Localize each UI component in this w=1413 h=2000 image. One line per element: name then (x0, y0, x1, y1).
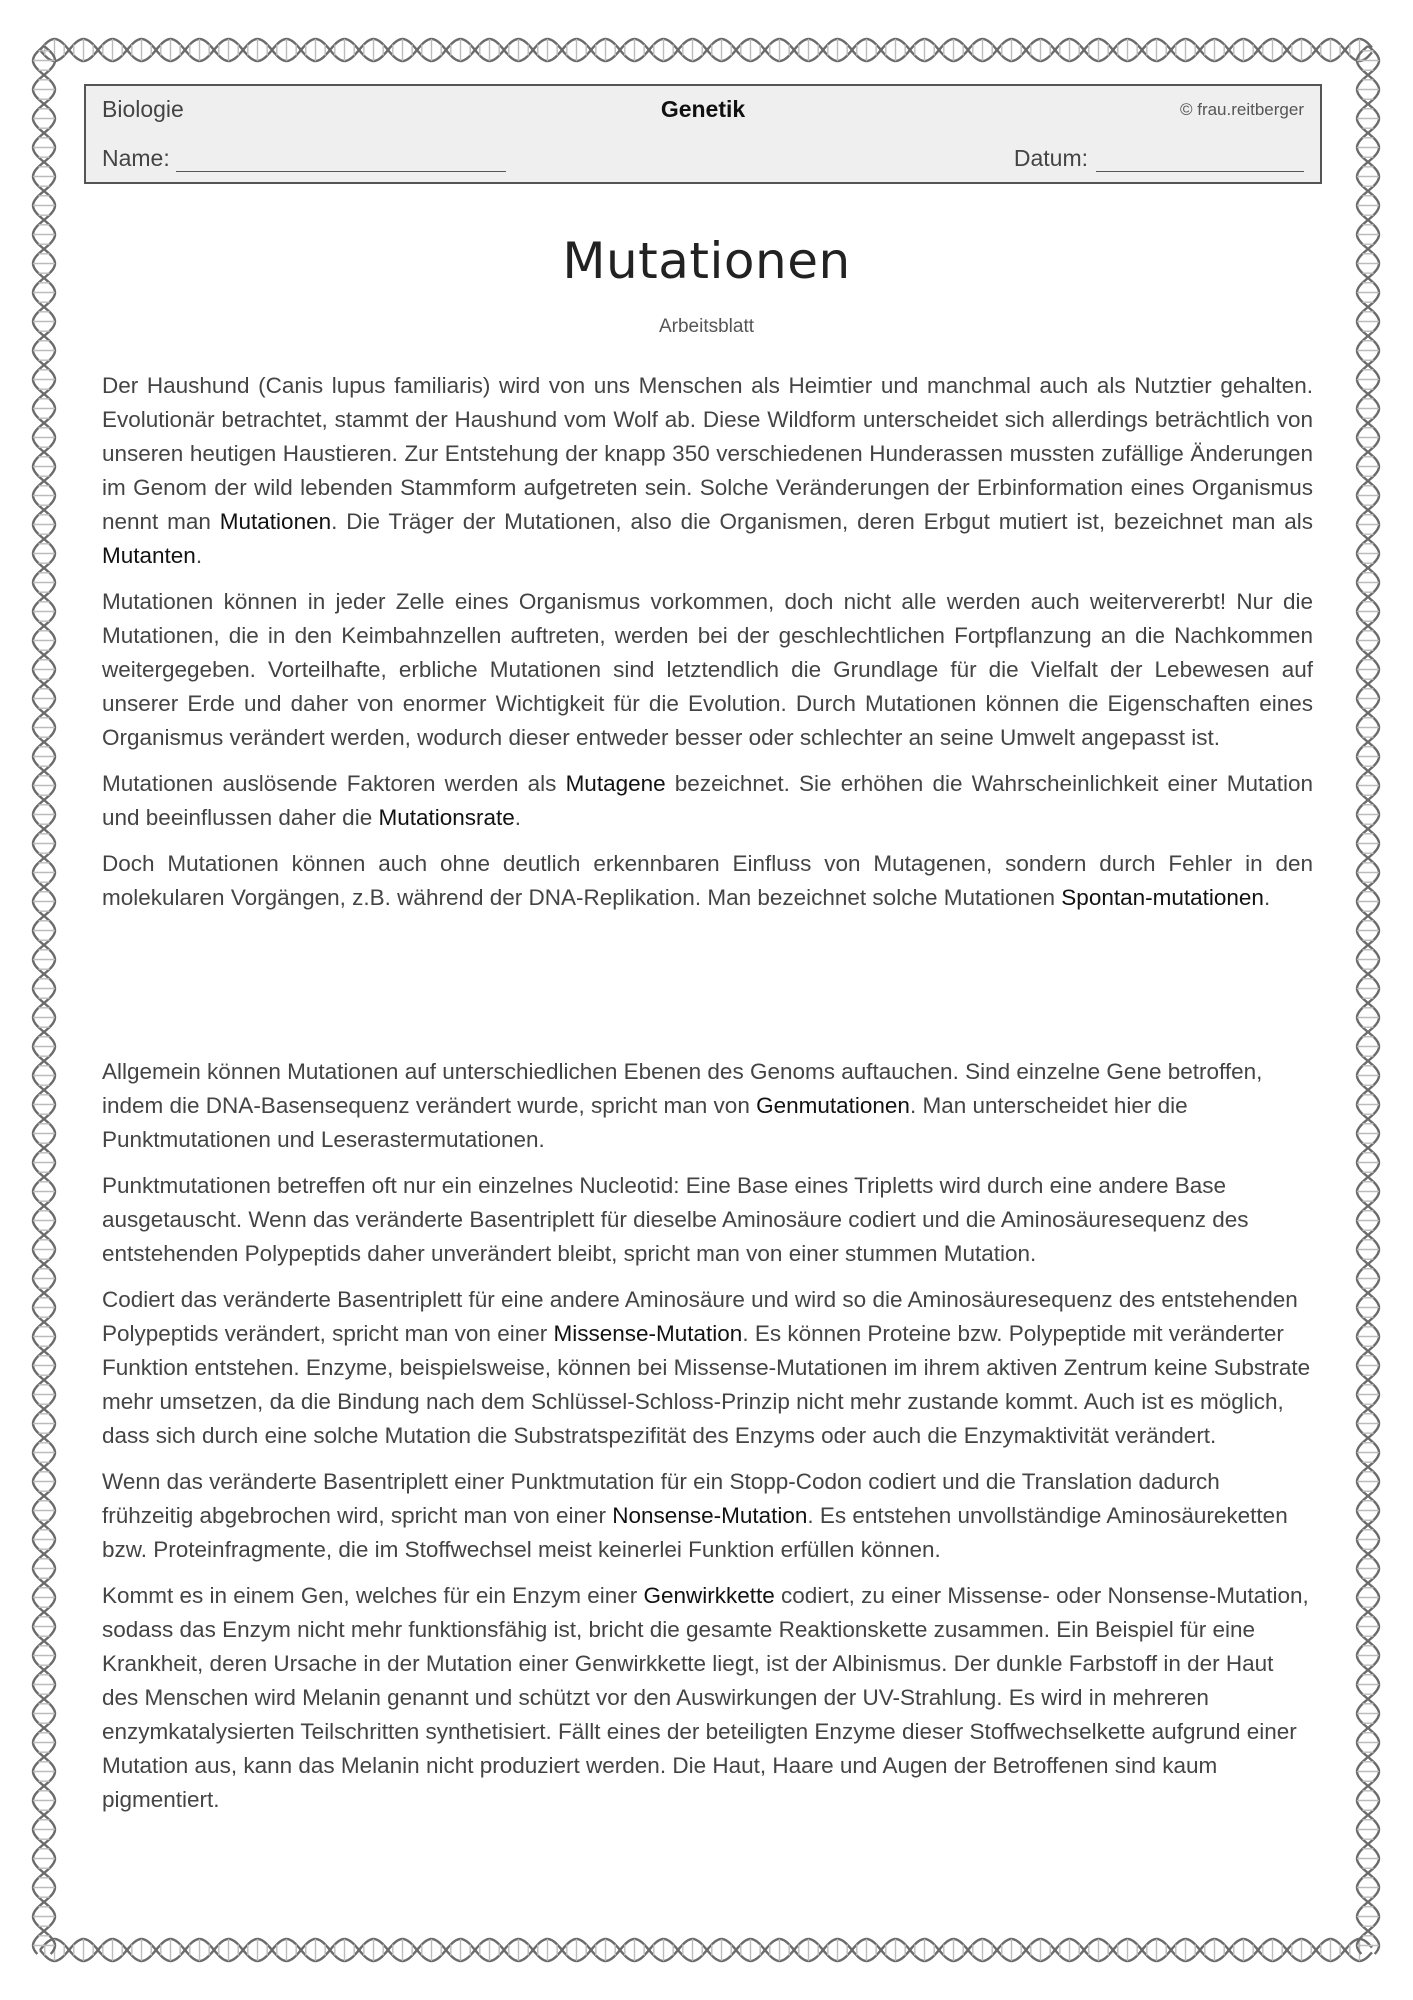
name-line[interactable] (176, 147, 506, 172)
paragraph: Punktmutationen betreffen oft nur ein einzelnes Nucleotid: Eine Base eines Tripletts wird durch eine andere Base ausgetauscht. Wenn das veränderte Basentriplett für dieselbe Aminosäure codiert und die Aminosäuresequenz des entstehenden Polypeptids daher unverändert bleibt, spricht man von einer stummen Mutation. (102, 1173, 1249, 1266)
keyword: Genmutationen (756, 1093, 910, 1118)
keyword: Mutagene (565, 771, 666, 796)
keyword: Mutationsrate (378, 805, 515, 830)
date-label: Datum: (1013, 145, 1088, 171)
worksheet-header (84, 84, 1322, 184)
name-field[interactable] (102, 145, 506, 172)
paragraph: Mutationen können in jeder Zelle eines Organismus vorkommen, doch nicht alle werden auch weitervererbt! Nur die Mutationen, die in den Keimbahnzellen auftreten, werden bei der geschlechtlichen Fortpflanzung an die Nachkommen weitergegeben. Vorteilhafte, erbliche Mutationen sind letztendlich die Grundlage für die Vielfalt der Lebewesen auf unserer Erde und daher von enormer Wichtigkeit für die Evolution. Durch Mutationen können die Eigenschaften eines Organismus verändert werden, wodurch dieser entweder besser oder schlechter an seine Umwelt angepasst ist. (102, 589, 1313, 750)
keyword: Nonsense-Mutation (612, 1503, 808, 1528)
keyword: Mutationen (219, 509, 332, 534)
paragraph: Kommt es in einem Gen, welches für ein Enzym einer Genwirkkette codiert, zu einer Missense- oder Nonsense-Mutation, sodass das Enzym nicht mehr funktionsfähig ist, bricht die gesamte Reaktionskette zusammen. Ein Beispiel für eine Krankheit, deren Ursache in der Mutation einer Genwirkkette liegt, ist der Albinismus. Der dunkle Farbstoff in der Haut des Menschen wird Melanin genannt und schützt vor den Auswirkungen der UV-Strahlung. Es wird in mehreren enzymkatalysierten Teilschritten synthetisiert. Fällt eines der beteiligten Enzyme dieser Stoffwechselkette aufgrund einer Mutation aus, kann das Melanin nicht produziert werden. Die Haut, Haare und Augen der Betroffenen sind kaum pigmentiert. (102, 1583, 1309, 1812)
keyword: Spontan-mutationen (1061, 885, 1264, 910)
paragraph: Wenn das veränderte Basentriplett einer Punktmutation für ein Stopp-Codon codiert und die Translation dadurch frühzeitig abgebrochen wird, spricht man von einer Nonsense-Mutation. Es entstehen unvollständige Aminosäureketten bzw. Proteinfragmente, die im Stoffwechsel meist keinerlei Funktion erfüllen können. (102, 1469, 1288, 1562)
subject-label: Biologie (102, 96, 184, 122)
gene-mutation-section (102, 1055, 1313, 1829)
paragraph: Codiert das veränderte Basentriplett für eine andere Aminosäure und wird so die Aminosäuresequenz des entstehenden Polypeptids verändert, spricht man von einer Missense-Mutation. Es können Proteine bzw. Polypeptide mit veränderter Funktion entstehen. Enzyme, beispielsweise, können bei Missense-Mutationen im ihrem aktiven Zentrum keine Substrate mehr umsetzen, da die Bindung nach dem Schlüssel-Schloss-Prinzip nicht mehr zustande kommt. Auch ist es möglich, dass sich durch eine solche Mutation die Substratspezifität des Enzyms oder auch die Enzymaktivität verändert. (102, 1287, 1311, 1448)
paragraph: Mutationen auslösende Faktoren werden als Mutagene bezeichnet. Sie erhöhen die Wahrscheinlichkeit einer Mutation und beeinflussen daher die Mutationsrate. (102, 771, 1313, 830)
topic-label: Genetik (660, 96, 746, 122)
keyword: Mutanten (102, 543, 196, 568)
page-title: Mutationen (562, 232, 851, 290)
date-field[interactable] (1014, 145, 1304, 172)
date-line[interactable] (1096, 147, 1304, 172)
paragraph: Allgemein können Mutationen auf unterschiedlichen Ebenen des Genoms auftauchen. Sind einzelne Gene betroffen, indem die DNA-Basensequenz verändert wurde, spricht man von Genmutationen. Man unterscheidet hier die Punktmutationen und Leserastermutationen. (102, 1059, 1263, 1152)
intro-section (102, 369, 1313, 927)
copyright-label: © frau.reitberger (1179, 100, 1304, 119)
keyword: Genwirkkette (643, 1583, 775, 1608)
keyword: Missense-Mutation (553, 1321, 743, 1346)
paragraph: Der Haushund (Canis lupus familiaris) wird von uns Menschen als Heimtier und manchmal auch als Nutztier gehalten. Evolutionär betrachtet, stammt der Haushund vom Wolf ab. Diese Wildform unterscheidet sich allerdings beträchtlich von unseren heutigen Haustieren. Zur Entstehung der knapp 350 verschiedenen Hunderassen mussten zufällige Änderungen im Genom der wild lebenden Stammform aufgetreten sein. Solche Veränderungen der Erbinformation eines Organismus nennt man Mutationen. Die Träger der Mutationen, also die Organismen, deren Erbgut mutiert ist, bezeichnet man als Mutanten. (102, 373, 1313, 568)
name-label: Name: (102, 145, 170, 171)
page-subtitle: Arbeitsblatt (658, 316, 755, 337)
paragraph: Doch Mutationen können auch ohne deutlich erkennbaren Einfluss von Mutagenen, sondern durch Fehler in den molekularen Vorgängen, z.B. während der DNA-Replikation. Man bezeichnet solche Mutationen Spontan-mutationen. (102, 851, 1313, 910)
